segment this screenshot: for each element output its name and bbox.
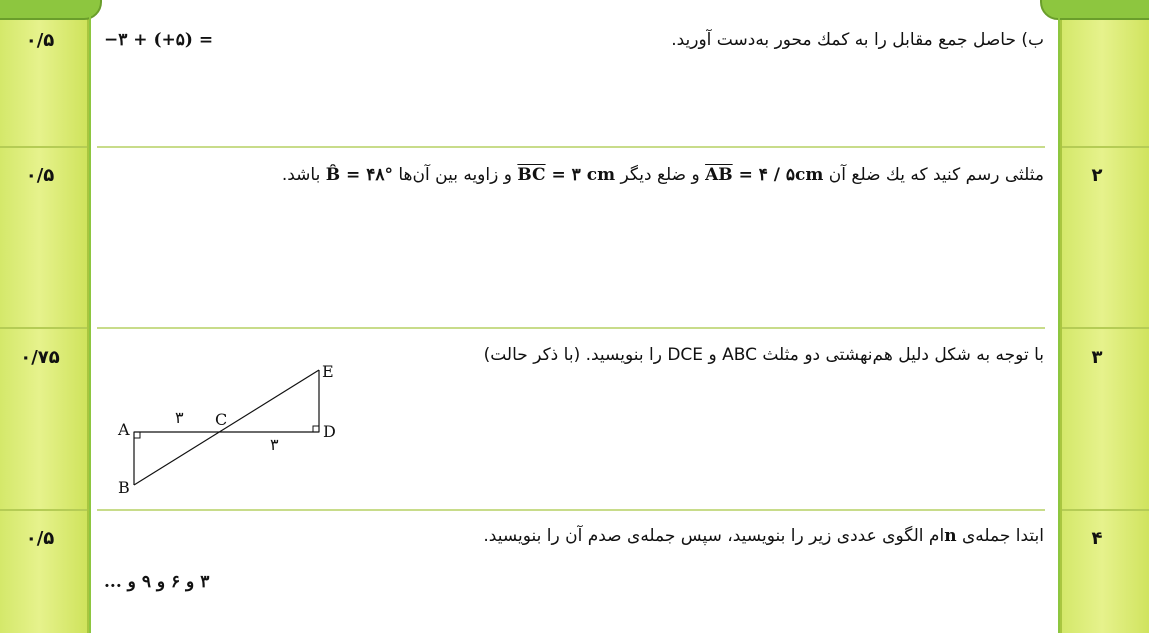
question-score: ۰/۵ — [25, 165, 55, 186]
row-divider — [97, 327, 1045, 329]
right-angle-a — [134, 432, 140, 438]
segment-ab-label: $\overline{AB}$ — [705, 165, 733, 185]
question-text — [282, 165, 1044, 185]
row-divider — [1062, 146, 1149, 148]
text-segment: ام الگوی عددی زیر را بنویسید، سپس جمله‌ی صدم آن را بنویسید. — [483, 526, 945, 546]
row-divider — [0, 327, 87, 329]
question-score: ۰/۵ — [25, 30, 55, 51]
frame-edge-right — [1058, 0, 1060, 633]
right-angle-d — [313, 426, 319, 432]
text-segment: باشد. — [281, 165, 321, 185]
segment-bc-label: $\overline{BC}$ — [517, 165, 546, 185]
length-cd: ۳ — [270, 435, 279, 454]
label-c: C — [215, 410, 228, 429]
question-number: ۳ — [1091, 347, 1103, 368]
number-sequence: ۳ و ۶ و ۹ و ... — [104, 572, 210, 592]
label-b: B — [118, 478, 130, 497]
segment-ab — [705, 165, 823, 185]
row-divider — [0, 509, 87, 511]
angle-b: B̂ = ۴۸° — [325, 165, 393, 185]
text-segment: و زاویه بین آن‌ها — [398, 165, 512, 185]
row-divider — [0, 146, 87, 148]
math-expression: −۳ + (+۵) = — [104, 30, 214, 50]
question-score: ۰/۷۵ — [20, 347, 60, 368]
question-text: با توجه به شکل دلیل هم‌نهشتی دو مثلث ABC و DCE را بنویسید. (با ذکر حالت) — [483, 345, 1044, 365]
length-ac: ۳ — [175, 408, 184, 427]
frame-tab-left — [0, 0, 102, 20]
question-score: ۰/۵ — [25, 528, 55, 549]
segment-bc — [517, 165, 615, 185]
question-text: ب) حاصل جمع مقابل را به کمك محور به‌دست آورید. — [671, 30, 1044, 50]
segment-bc-value: = ۳ cm — [551, 165, 616, 185]
text-segment: و ضلع دیگر — [620, 165, 700, 185]
label-a: A — [118, 420, 130, 439]
label-d: D — [323, 422, 336, 441]
question-number: ۲ — [1091, 165, 1103, 186]
row-divider — [1062, 327, 1149, 329]
text-segment: مثلثی رسم کنید که یك ضلع آن — [828, 165, 1044, 185]
n-symbol: n — [944, 526, 957, 546]
triangle-figure — [110, 355, 350, 500]
label-e: E — [322, 362, 334, 381]
row-divider — [97, 509, 1045, 511]
question-number: ۴ — [1091, 528, 1103, 549]
question-text — [483, 526, 1044, 546]
row-divider — [1062, 509, 1149, 511]
segment-ab-value: = ۴ / ۵cm — [738, 165, 824, 185]
text-segment: ابتدا جمله‌ی — [961, 526, 1044, 546]
frame-edge-left — [89, 0, 91, 633]
row-divider — [97, 146, 1045, 148]
frame-tab-right — [1040, 0, 1149, 20]
